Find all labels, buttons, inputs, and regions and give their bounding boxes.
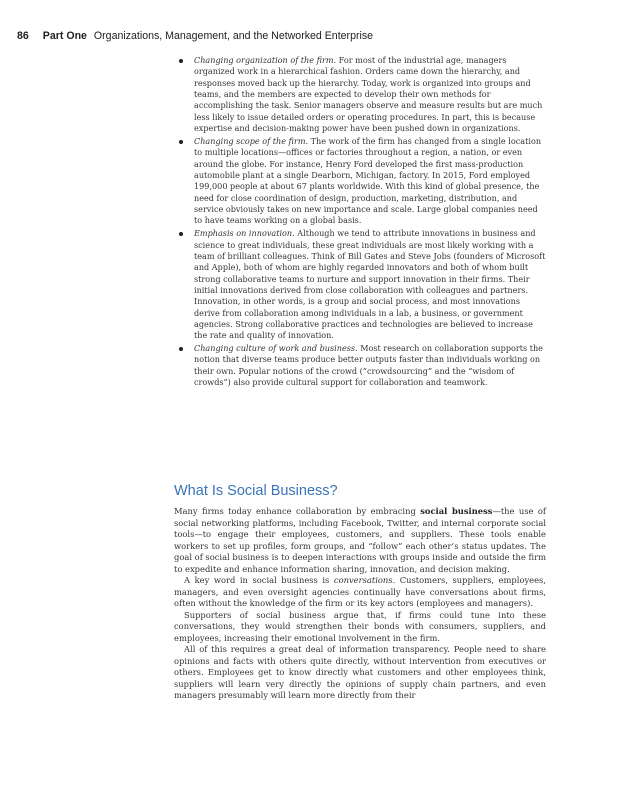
- bullet-lead: Changing scope of the firm.: [194, 135, 309, 146]
- paragraph: All of this requires a great deal of information transparency. People need to share opinions and facts with others quite directly, without intervention from executives or others. Employees get to know directly what customers and other employees think, suppliers will learn very directly the opinions of supply chain partners, and even managers presumably will learn more directly from their: [174, 644, 546, 700]
- bullet-item: [174, 136, 546, 227]
- emphasis-term: conversations: [333, 575, 393, 585]
- bullet-item: [174, 55, 546, 134]
- bullet-list: [174, 55, 546, 390]
- bullet-text: Most research on collaboration supports the notion that diverse teams produce better outputs faster than individuals working on their own. Popular notions of the crowd (“crowdsourcing” and the “wisdom of crowds”) also provide cultural support for collaboration and teamwork.: [194, 343, 543, 388]
- bullet-lead: Emphasis on innovation.: [194, 228, 295, 239]
- paragraph: [174, 506, 546, 575]
- bullet-dot-icon: [179, 59, 183, 63]
- bullet-text: For most of the industrial age, managers organized work in a hierarchical fashion. Orders came down the hierarchy, and responses moved back up the hierarchy. Today, work is organized into groups and teams, and the members are expected to develop their own methods for accomplishing the task. Senior managers observe and measure results but are much less likely to issue detailed orders or operating procedures. In part, this is because expertise and decision-making power have been pushed down in organizations.: [194, 55, 543, 134]
- body-text: [174, 506, 546, 702]
- bullet-dot-icon: [179, 347, 183, 351]
- bullet-dot-icon: [179, 232, 183, 236]
- bullet-item: [174, 343, 546, 388]
- bullet-lead: Changing culture of work and business.: [194, 343, 358, 354]
- paragraph: [174, 575, 546, 610]
- paragraph: Supporters of social business argue that, if firms could tune into these conversations, they would strengthen their bonds with consumers, suppliers, and employees, increasing their emotional involvement in the firm.: [174, 609, 546, 643]
- part-title: Organizations, Management, and the Networked Enterprise: [93, 30, 374, 42]
- paragraph-text: . Customers, suppliers, employees, managers, and even oversight agencies continually have conversations about firms, often without the knowledge of the firm or its key actors (employees and managers).: [174, 575, 546, 608]
- bullet-text: The work of the firm has changed from a single location to multiple locations—offices or factories throughout a region, a nation, or even around the globe. For instance, Henry Ford developed the first mass-production automobile plant at a single Dearborn, Michigan, factory. In 2015, Ford employed 199,000 people at about 67 plants worldwide. With this kind of global presence, the need for close coordination of design, production, marketing, distribution, and service obviously takes on new importance and scale. Large global companies need to have teams working on a global basis.: [194, 135, 542, 226]
- paragraph-text: —the use of social networking platforms, including Facebook, Twitter, and internal corporate social tools—to engage their employees, customers, and suppliers. These tools enable workers to set up profiles, form groups, and “follow” each other’s status updates. The goal of social business is to deepen interactions with groups inside and outside the firm to expedite and enhance information sharing, innovation, and decision making.: [174, 506, 546, 574]
- bullet-item: [174, 228, 546, 341]
- page-number: 86: [17, 30, 29, 42]
- part-label: Part One: [42, 30, 87, 42]
- key-term: social business: [420, 506, 493, 516]
- bullet-lead: Changing organization of the firm.: [194, 55, 337, 65]
- running-header: [17, 30, 597, 42]
- bullet-dot-icon: [179, 140, 183, 144]
- paragraph-text: A key word in social business is: [184, 575, 334, 585]
- paragraph-text: Many firms today enhance collaboration by embracing: [174, 506, 421, 516]
- bullet-text: Although we tend to attribute innovations in business and science to great individuals, these great individuals are most likely working with a team of brilliant colleagues. Think of Bill Gates and Steve Jobs (founders of Microsoft and Apple), both of whom are highly regarded innovators and both of whom built strong collaborative teams to nurture and support innovation in their firms. Their initial innovations derived from close collaboration with colleagues and partners. Innovation, in other words, is a group and social process, and most innovations derive from collaboration among individuals in a lab, a business, or government agencies. Strong collaborative practices and technologies are believed to increase the rate and quality of innovation.: [194, 228, 546, 341]
- section-heading: What Is Social Business?: [174, 483, 338, 499]
